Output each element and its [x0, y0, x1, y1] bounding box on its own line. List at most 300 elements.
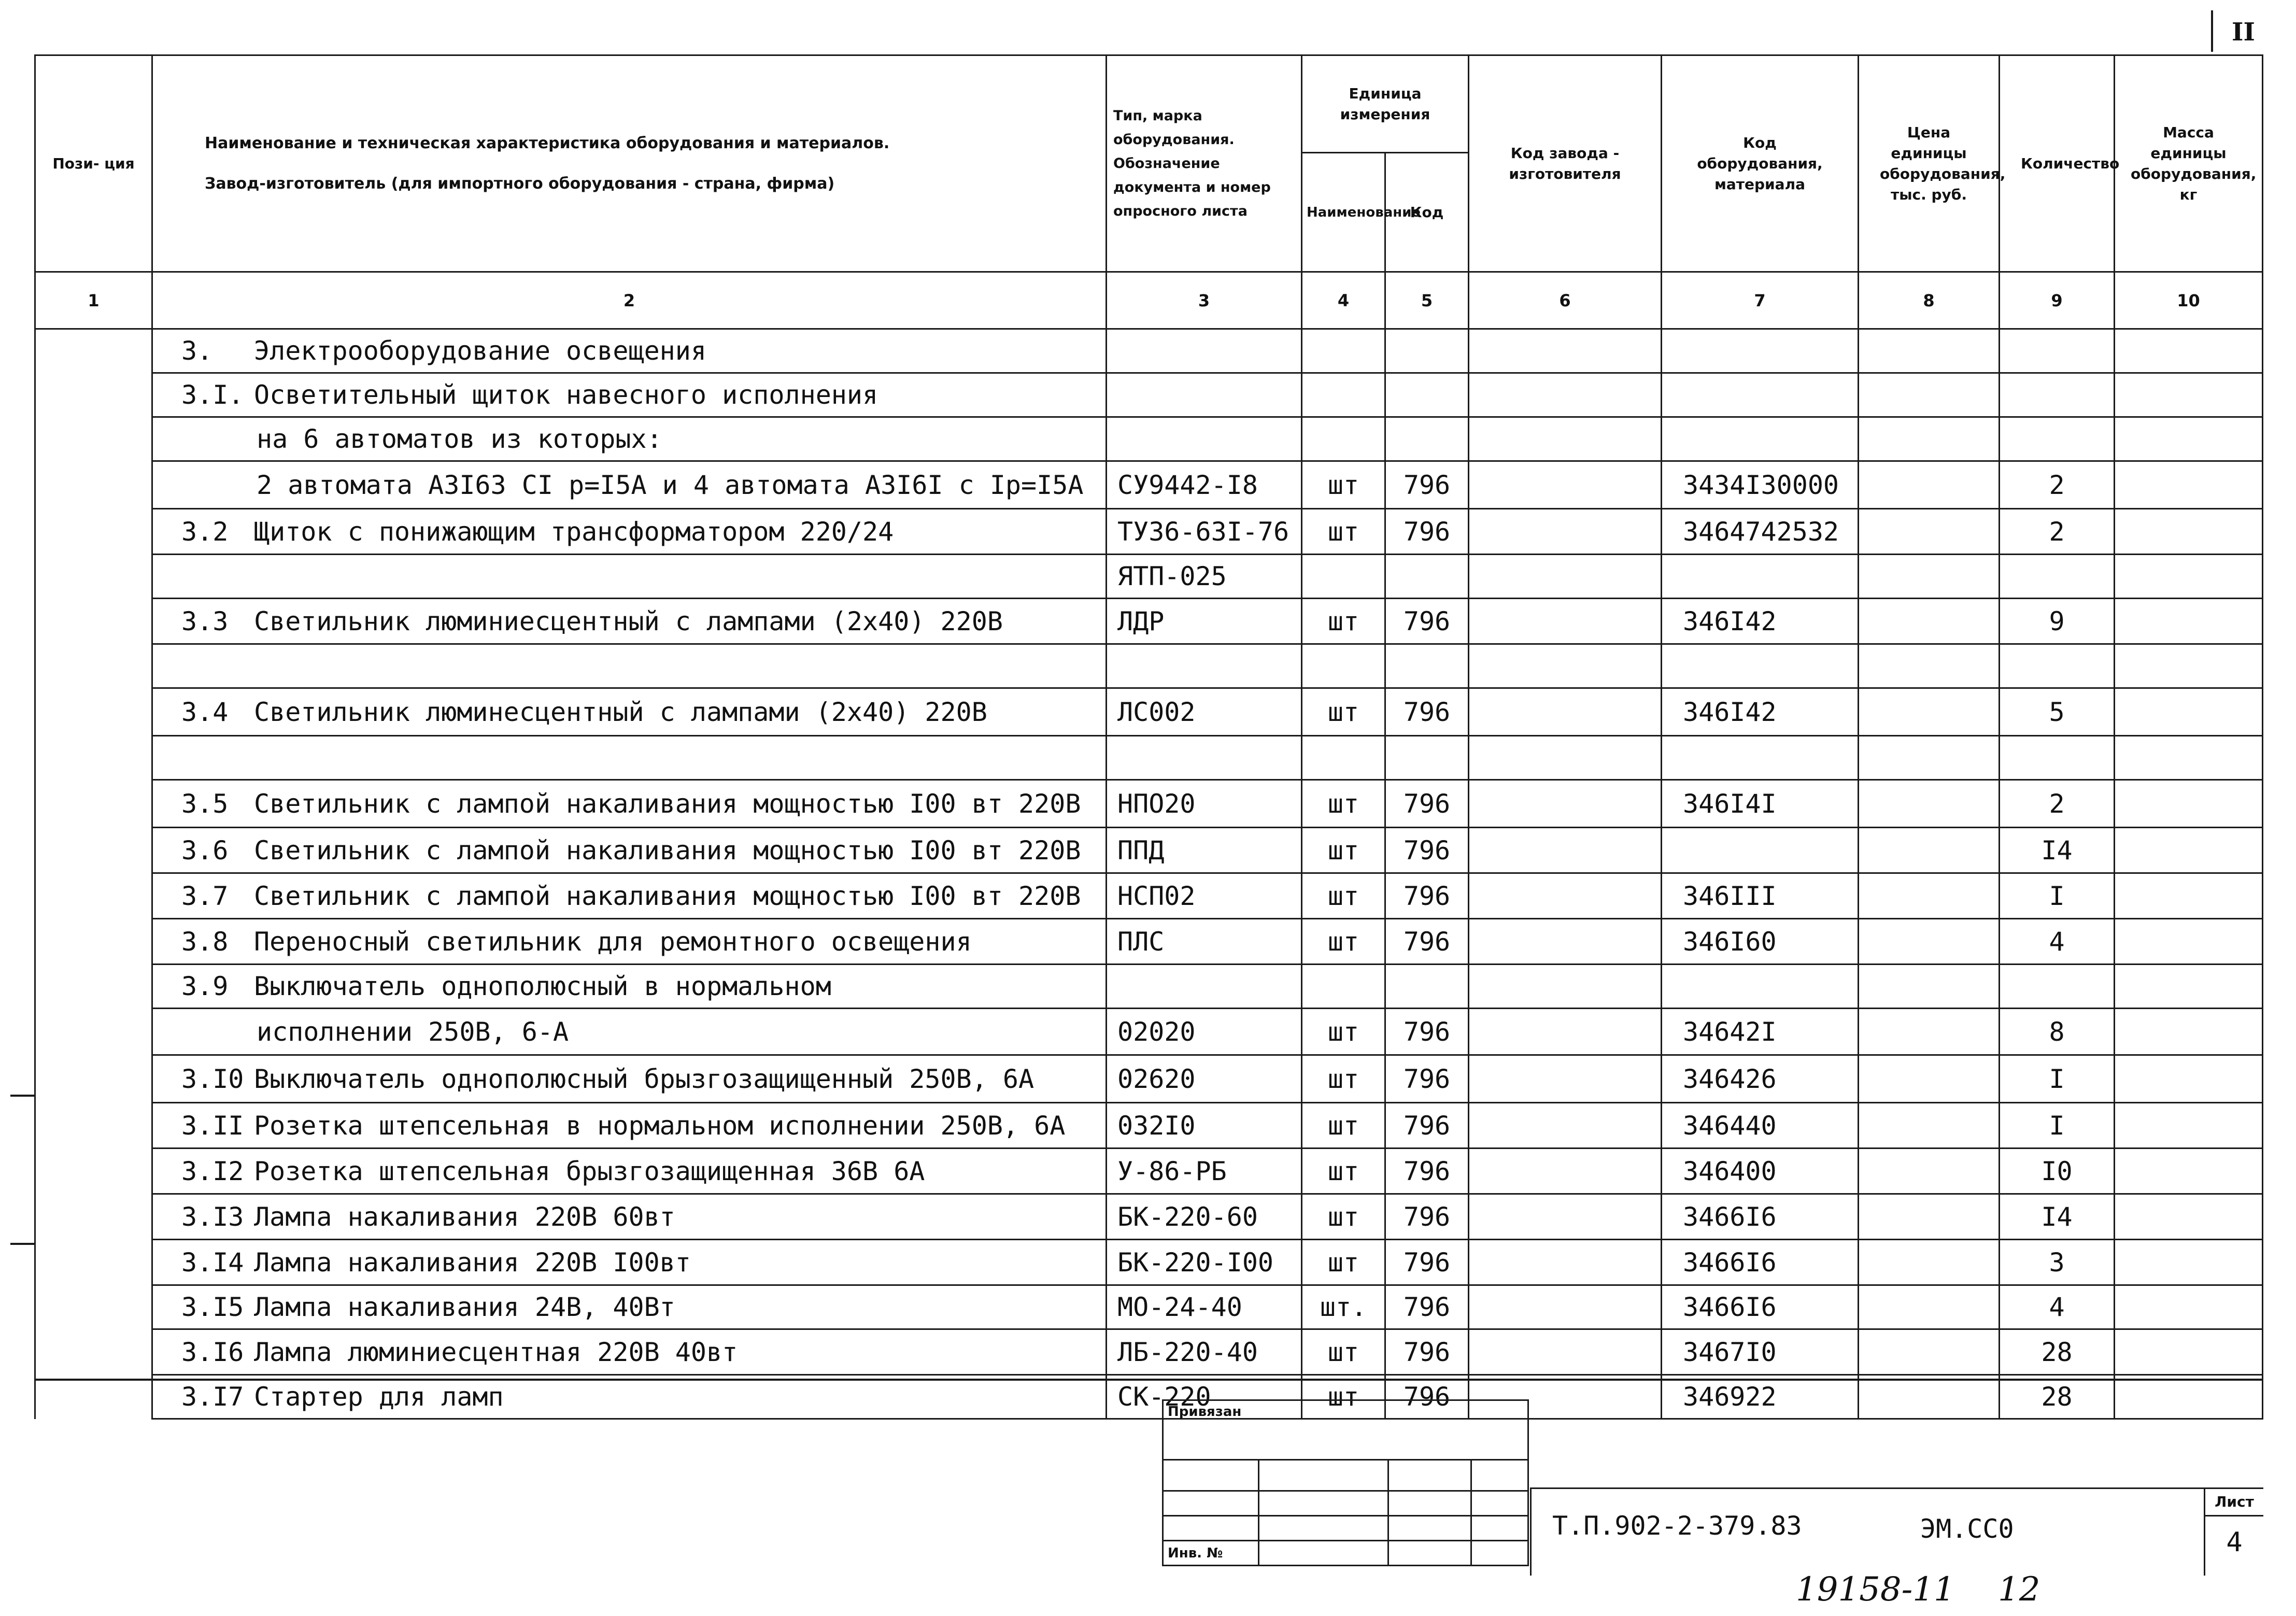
cell-price	[1859, 688, 2000, 736]
cell-blank-position	[35, 1240, 152, 1285]
cell-type: ППД	[1107, 828, 1302, 873]
cell-mass	[2115, 1194, 2263, 1240]
cell-name	[152, 1055, 1107, 1103]
cell-unit-name: шт	[1302, 780, 1385, 828]
table-row	[35, 461, 2263, 509]
col-num-4: 4	[1302, 272, 1385, 329]
cell-mass	[2115, 509, 2263, 555]
cell-unit-code: 796	[1385, 1240, 1469, 1285]
cell-type	[1107, 965, 1302, 1009]
header-equipment-code: Код оборудования, материала	[1662, 55, 1859, 272]
cell-name	[152, 1149, 1107, 1194]
cell-price	[1859, 1009, 2000, 1055]
cell-mass	[2115, 1329, 2263, 1375]
page-corner-number	[2211, 10, 2275, 52]
col-num-1: 1	[35, 272, 152, 329]
cell-price	[1859, 644, 2000, 688]
cell-price	[1859, 1329, 2000, 1375]
table-row	[35, 373, 2263, 417]
cell-blank-position	[35, 1055, 152, 1103]
cell-equipment-code: 346I60	[1662, 919, 1859, 965]
bound-label-cell	[1163, 1400, 1528, 1460]
cell-price	[1859, 1285, 2000, 1329]
cell-price	[1859, 873, 2000, 919]
binding-stamp	[1162, 1399, 1529, 1566]
cell-quantity: 4	[2000, 1285, 2115, 1329]
item-position: 3.5	[181, 788, 229, 819]
item-position: 3.4	[181, 697, 229, 727]
cell-blank-position	[35, 828, 152, 873]
cell-type: БК-220-I00	[1107, 1240, 1302, 1285]
inv-label: Инв. №	[1168, 1545, 1223, 1561]
cell-type: 02620	[1107, 1055, 1302, 1103]
section-code: ЭМ.СС0	[1920, 1514, 2014, 1544]
cell-mass	[2115, 1055, 2263, 1103]
bound-label: Привязан	[1168, 1404, 1242, 1420]
cell-unit-code: 796	[1385, 1009, 1469, 1055]
item-position: 3.I.	[181, 380, 244, 410]
cell-blank-position	[35, 509, 152, 555]
table-row	[35, 599, 2263, 644]
cell-blank-position	[35, 1149, 152, 1194]
item-name: исполнении 250В, 6-А	[257, 1016, 569, 1047]
cell-unit-code	[1385, 965, 1469, 1009]
cell-unit-name: шт	[1302, 1329, 1385, 1375]
cell-price	[1859, 828, 2000, 873]
cell-quantity: 2	[2000, 780, 2115, 828]
specification-table	[34, 54, 2263, 1420]
cell-blank-position	[35, 373, 152, 417]
table-row	[35, 417, 2263, 461]
cell-quantity: 9	[2000, 599, 2115, 644]
cell-manufacturer-code	[1469, 873, 1662, 919]
cell-quantity	[2000, 373, 2115, 417]
table-row	[35, 919, 2263, 965]
cell-mass	[2115, 417, 2263, 461]
cell-manufacturer-code	[1469, 417, 1662, 461]
cell-name	[152, 919, 1107, 965]
cell-type: 032I0	[1107, 1103, 1302, 1149]
cell-name	[152, 509, 1107, 555]
cell-blank-position	[35, 1103, 152, 1149]
cell-manufacturer-code	[1469, 509, 1662, 555]
cell-blank-position	[35, 461, 152, 509]
col-num-10: 10	[2115, 272, 2263, 329]
cell-unit-code	[1385, 644, 1469, 688]
cell-name	[152, 417, 1107, 461]
cell-unit-name: шт	[1302, 461, 1385, 509]
cell-price	[1859, 1194, 2000, 1240]
cell-price	[1859, 509, 2000, 555]
table-row	[35, 828, 2263, 873]
col-num-6: 6	[1469, 272, 1662, 329]
cell-equipment-code: 34642I	[1662, 1009, 1859, 1055]
cell-type: ЛДР	[1107, 599, 1302, 644]
cell-unit-name: шт	[1302, 1103, 1385, 1149]
cell-equipment-code: 3467I0	[1662, 1329, 1859, 1375]
cell-unit-name: шт	[1302, 1375, 1385, 1419]
item-name: Светильник люминесцентный с лампами (2х40) 220В	[254, 697, 987, 727]
cell-unit-code: 796	[1385, 1055, 1469, 1103]
cell-unit-name	[1302, 965, 1385, 1009]
cell-manufacturer-code	[1469, 555, 1662, 599]
cell-equipment-code	[1662, 965, 1859, 1009]
cell-unit-name: шт	[1302, 1055, 1385, 1103]
item-name: Светильник с лампой накаливания мощностью I00 вт 220В	[254, 835, 1081, 866]
cell-quantity	[2000, 329, 2115, 373]
cell-price	[1859, 555, 2000, 599]
cell-equipment-code	[1662, 373, 1859, 417]
item-name: 2 автомата А3I63 СI р=I5А и 4 автомата А3I6I с Iр=I5А	[257, 470, 1084, 500]
table-row	[35, 1194, 2263, 1240]
cell-name	[152, 599, 1107, 644]
item-position: 3.I0	[181, 1064, 244, 1094]
item-position: 3.	[181, 336, 213, 366]
item-name: на 6 автоматов из которых:	[257, 424, 662, 454]
cell-unit-code: 796	[1385, 599, 1469, 644]
sheet-label-cell	[2205, 1489, 2263, 1516]
cell-name	[152, 1285, 1107, 1329]
cell-type: СУ9442-I8	[1107, 461, 1302, 509]
header-position: Пози- ция	[35, 55, 152, 272]
item-position: 3.3	[181, 606, 229, 636]
cell-equipment-code	[1662, 736, 1859, 780]
cell-type: ЯТП-025	[1107, 555, 1302, 599]
cell-equipment-code: 346922	[1662, 1375, 1859, 1419]
cell-unit-name	[1302, 644, 1385, 688]
cell-name	[152, 1194, 1107, 1240]
col-num-7: 7	[1662, 272, 1859, 329]
cell-name	[152, 1329, 1107, 1375]
cell-equipment-code	[1662, 417, 1859, 461]
cell-blank-position	[35, 919, 152, 965]
cell-manufacturer-code	[1469, 736, 1662, 780]
header-mass: Масса единицы оборудования, кг	[2115, 55, 2263, 272]
cell-mass	[2115, 1240, 2263, 1285]
cell-equipment-code: 3466I6	[1662, 1240, 1859, 1285]
cell-manufacturer-code	[1469, 1009, 1662, 1055]
cell-blank-position	[35, 644, 152, 688]
cell-unit-code: 796	[1385, 828, 1469, 873]
table-row	[35, 1329, 2263, 1375]
header-unit-name: Наименование	[1302, 153, 1385, 272]
item-name: Лампа накаливания 220В 60вт	[254, 1201, 675, 1232]
item-name: Щиток с понижающим трансформатором 220/24	[254, 516, 894, 547]
cell-name	[152, 461, 1107, 509]
header-type: Тип, марка оборудования. Обозначение документа и номер опросного листа	[1107, 55, 1302, 272]
header-row	[35, 55, 2263, 153]
cell-quantity: I	[2000, 873, 2115, 919]
cell-name	[152, 828, 1107, 873]
table-row	[35, 1055, 2263, 1103]
cell-type: БК-220-60	[1107, 1194, 1302, 1240]
cell-equipment-code: 3464742532	[1662, 509, 1859, 555]
cell-unit-code	[1385, 417, 1469, 461]
cell-name	[152, 873, 1107, 919]
cell-price	[1859, 461, 2000, 509]
item-position: 3.9	[181, 971, 229, 1001]
header-name: Наименование и техническая характеристика оборудования и материалов. Завод-изготовитель (для импортного оборудования - страна, фирма)	[152, 55, 1107, 272]
cell-name	[152, 373, 1107, 417]
cell-unit-code: 796	[1385, 1375, 1469, 1419]
cell-manufacturer-code	[1469, 599, 1662, 644]
cell-blank-position	[35, 1329, 152, 1375]
cell-quantity	[2000, 555, 2115, 599]
cell-quantity	[2000, 417, 2115, 461]
header-price: Цена единицы оборудования, тыс. руб.	[1859, 55, 2000, 272]
cell-blank-position	[35, 417, 152, 461]
table-row	[35, 1240, 2263, 1285]
header-quantity: Количество	[2000, 55, 2115, 272]
cell-equipment-code: 3466I6	[1662, 1285, 1859, 1329]
cell-type: НСП02	[1107, 873, 1302, 919]
item-name: Переносный светильник для ремонтного освещения	[254, 926, 972, 957]
cell-quantity: I	[2000, 1103, 2115, 1149]
header-unit-group: Единица измерения	[1302, 55, 1469, 153]
item-name: Лампа накаливания 220В I00вт	[254, 1247, 691, 1278]
cell-type: ЛБ-220-40	[1107, 1329, 1302, 1375]
cell-price	[1859, 919, 2000, 965]
cell-blank-position	[35, 1009, 152, 1055]
cell-price	[1859, 736, 2000, 780]
col-num-8: 8	[1859, 272, 2000, 329]
item-position: 3.2	[181, 516, 229, 547]
item-name: Лампа люминиесцентная 220В 40вт	[254, 1337, 738, 1367]
col-num-5: 5	[1385, 272, 1469, 329]
cell-manufacturer-code	[1469, 1285, 1662, 1329]
inv-label-cell	[1163, 1541, 1259, 1566]
archive-number: 19158-11	[1796, 1570, 1955, 1609]
cell-equipment-code: 3434I30000	[1662, 461, 1859, 509]
footer-page: 12	[1998, 1570, 2040, 1609]
cell-unit-name	[1302, 373, 1385, 417]
cell-unit-code: 796	[1385, 919, 1469, 965]
cell-price	[1859, 417, 2000, 461]
cell-type	[1107, 373, 1302, 417]
cell-quantity	[2000, 965, 2115, 1009]
cell-quantity: I0	[2000, 1149, 2115, 1194]
cell-mass	[2115, 1103, 2263, 1149]
cell-equipment-code	[1662, 329, 1859, 373]
item-position: 3.6	[181, 835, 229, 866]
cell-manufacturer-code	[1469, 644, 1662, 688]
cell-equipment-code: 346I42	[1662, 599, 1859, 644]
cell-unit-code: 796	[1385, 1194, 1469, 1240]
cell-equipment-code	[1662, 644, 1859, 688]
table-row	[35, 1009, 2263, 1055]
cell-type: СК-220	[1107, 1375, 1302, 1419]
sheet-label: Лист	[2215, 1493, 2254, 1510]
item-name: Розетка штепсельная в нормальном исполнении 250В, 6А	[254, 1110, 1066, 1141]
cell-mass	[2115, 1149, 2263, 1194]
cell-quantity: I	[2000, 1055, 2115, 1103]
margin-tick-1	[10, 1095, 34, 1097]
cell-unit-code: 796	[1385, 1285, 1469, 1329]
cell-blank-position	[35, 736, 152, 780]
margin-tick-2	[10, 1243, 34, 1245]
table-row	[35, 329, 2263, 373]
item-name: Осветительный щиток навесного исполнения	[254, 380, 878, 410]
cell-unit-code: 796	[1385, 780, 1469, 828]
cell-mass	[2115, 555, 2263, 599]
cell-price	[1859, 1103, 2000, 1149]
cell-type: 02020	[1107, 1009, 1302, 1055]
column-number-row	[35, 272, 2263, 329]
cell-unit-name: шт	[1302, 1194, 1385, 1240]
cell-unit-code: 796	[1385, 509, 1469, 555]
cell-unit-name: шт	[1302, 599, 1385, 644]
item-position: 3.I3	[181, 1201, 244, 1232]
table-row	[35, 1103, 2263, 1149]
document-code: Т.П.902-2-379.83	[1552, 1511, 1802, 1541]
cell-name	[152, 736, 1107, 780]
cell-unit-name: шт	[1302, 828, 1385, 873]
item-position: 3.I5	[181, 1292, 244, 1322]
cell-manufacturer-code	[1469, 1055, 1662, 1103]
cell-quantity: I4	[2000, 828, 2115, 873]
cell-quantity	[2000, 644, 2115, 688]
cell-name	[152, 780, 1107, 828]
cell-mass	[2115, 373, 2263, 417]
cell-type	[1107, 736, 1302, 780]
cell-manufacturer-code	[1469, 1149, 1662, 1194]
cell-blank-position	[35, 329, 152, 373]
cell-blank-position	[35, 555, 152, 599]
cell-unit-code: 796	[1385, 461, 1469, 509]
sheet-box	[2204, 1487, 2263, 1576]
cell-quantity	[2000, 736, 2115, 780]
cell-unit-name	[1302, 329, 1385, 373]
cell-name	[152, 555, 1107, 599]
cell-unit-name: шт	[1302, 919, 1385, 965]
cell-manufacturer-code	[1469, 329, 1662, 373]
cell-blank-position	[35, 780, 152, 828]
item-name: Розетка штепсельная брызгозащищенная 36В 6А	[254, 1156, 925, 1186]
header-manufacturer-code: Код завода - изготовителя	[1469, 55, 1662, 272]
cell-unit-name	[1302, 417, 1385, 461]
table-row	[35, 509, 2263, 555]
cell-unit-code: 796	[1385, 873, 1469, 919]
cell-type: ЛС002	[1107, 688, 1302, 736]
cell-mass	[2115, 688, 2263, 736]
table-row	[35, 873, 2263, 919]
cell-equipment-code: 3466I6	[1662, 1194, 1859, 1240]
item-position: 3.II	[181, 1110, 244, 1141]
cell-unit-code: 796	[1385, 1103, 1469, 1149]
cell-mass	[2115, 919, 2263, 965]
cell-mass	[2115, 873, 2263, 919]
cell-manufacturer-code	[1469, 1103, 1662, 1149]
table-body	[35, 329, 2263, 1419]
item-name: Светильник люминиесцентный с лампами (2х40) 220В	[254, 606, 1003, 636]
item-name: Выключатель однополюсный в нормальном	[254, 971, 831, 1001]
cell-mass	[2115, 828, 2263, 873]
cell-name	[152, 644, 1107, 688]
cell-quantity: 4	[2000, 919, 2115, 965]
cell-price	[1859, 329, 2000, 373]
cell-unit-name: шт	[1302, 873, 1385, 919]
item-position: 3.I2	[181, 1156, 244, 1186]
cell-unit-code: 796	[1385, 1329, 1469, 1375]
cell-name	[152, 1240, 1107, 1285]
cell-mass	[2115, 780, 2263, 828]
col-num-9: 9	[2000, 272, 2115, 329]
cell-unit-name: шт.	[1302, 1285, 1385, 1329]
table-row	[35, 688, 2263, 736]
cell-manufacturer-code	[1469, 1194, 1662, 1240]
cell-equipment-code: 346426	[1662, 1055, 1859, 1103]
cell-mass	[2115, 965, 2263, 1009]
cell-quantity: 3	[2000, 1240, 2115, 1285]
header-unit-code: Код	[1385, 153, 1469, 272]
cell-blank-position	[35, 599, 152, 644]
item-name: Электрооборудование освещения	[254, 336, 706, 366]
cell-unit-name	[1302, 555, 1385, 599]
cell-unit-name: шт	[1302, 1240, 1385, 1285]
cell-manufacturer-code	[1469, 373, 1662, 417]
cell-price	[1859, 373, 2000, 417]
table-row	[35, 1149, 2263, 1194]
cell-equipment-code: 346400	[1662, 1149, 1859, 1194]
item-name: Выключатель однополюсный брызгозащищенный 250В, 6А	[254, 1064, 1034, 1094]
table-row	[35, 1285, 2263, 1329]
cell-unit-code	[1385, 373, 1469, 417]
cell-manufacturer-code	[1469, 688, 1662, 736]
cell-unit-code: 796	[1385, 1149, 1469, 1194]
cell-mass	[2115, 736, 2263, 780]
sheet-number: 4	[2226, 1527, 2243, 1558]
cell-unit-name: шт	[1302, 1009, 1385, 1055]
cell-unit-name: шт	[1302, 688, 1385, 736]
cell-mass	[2115, 1285, 2263, 1329]
table-row	[35, 555, 2263, 599]
cell-type: ПЛС	[1107, 919, 1302, 965]
cell-equipment-code: 346440	[1662, 1103, 1859, 1149]
cell-equipment-code	[1662, 555, 1859, 599]
item-name: Светильник с лампой накаливания мощностью I00 вт 220В	[254, 788, 1081, 819]
table-row	[35, 644, 2263, 688]
col-num-3: 3	[1107, 272, 1302, 329]
cell-quantity: 28	[2000, 1329, 2115, 1375]
cell-unit-name	[1302, 736, 1385, 780]
cell-blank-position	[35, 1194, 152, 1240]
cell-manufacturer-code	[1469, 461, 1662, 509]
cell-type: ТУ36-63I-76	[1107, 509, 1302, 555]
cell-name	[152, 1009, 1107, 1055]
cell-type	[1107, 644, 1302, 688]
cell-unit-code	[1385, 736, 1469, 780]
item-name: Стартер для ламп	[254, 1382, 504, 1412]
col-num-2: 2	[152, 272, 1107, 329]
cell-quantity: 2	[2000, 461, 2115, 509]
cell-price	[1859, 1240, 2000, 1285]
cell-name	[152, 688, 1107, 736]
cell-manufacturer-code	[1469, 919, 1662, 965]
cell-mass	[2115, 461, 2263, 509]
cell-manufacturer-code	[1469, 1240, 1662, 1285]
cell-name	[152, 965, 1107, 1009]
cell-type: НПО20	[1107, 780, 1302, 828]
cell-type	[1107, 417, 1302, 461]
cell-name	[152, 329, 1107, 373]
page-number: II	[2232, 18, 2255, 47]
cell-name	[152, 1103, 1107, 1149]
table-row	[35, 780, 2263, 828]
cell-unit-name: шт	[1302, 1149, 1385, 1194]
cell-price	[1859, 965, 2000, 1009]
cell-manufacturer-code	[1469, 828, 1662, 873]
item-name: Лампа накаливания 24В, 40Вт	[254, 1292, 675, 1322]
